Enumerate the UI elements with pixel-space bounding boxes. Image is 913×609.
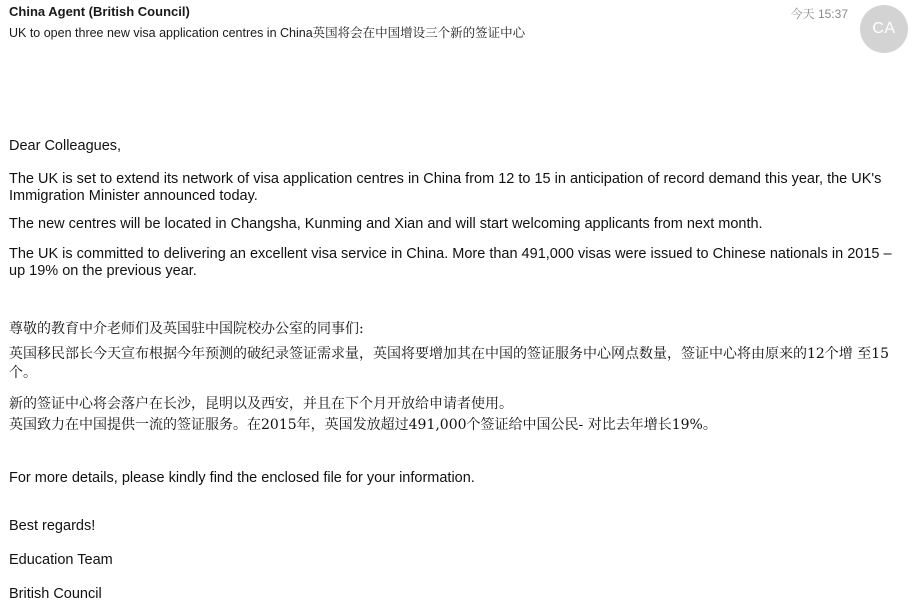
email-subject: UK to open three new visa application centres in China英国将会在中国增设三个新的签证中心 [9, 26, 526, 40]
paragraph-cn-3: 英国致力在中国提供一流的签证服务。在2015年，英国发放超过491,000个签证给中国公民- 对比去年增长19%。 [9, 417, 717, 433]
email-timestamp: 今天 15:37 [790, 7, 848, 21]
details-line: For more details, please kindly find the enclosed file for your information. [9, 470, 475, 486]
greeting-cn: 尊敬的教育中介老师们及英国驻中国院校办公室的同事们: [9, 321, 364, 337]
greeting-en: Dear Colleagues, [9, 138, 122, 154]
signature-org: British Council [9, 586, 102, 602]
sender-name[interactable]: China Agent (British Council) [9, 4, 190, 19]
paragraph-en-3: The UK is committed to delivering an excellent visa service in China. More than 491,000 visas were issued to Chinese nationals in 2015 – up 19% on the previous year. [9, 246, 892, 279]
paragraph-en-2: The new centres will be located in Changsha, Kunming and Xian and will start welcoming applicants from next month. [9, 216, 763, 232]
sender-avatar[interactable]: CA [860, 5, 908, 53]
paragraph-cn-1: 英国移民部长今天宣布根据今年预测的破纪录签证需求量，英国将要增加其在中国的签证服务中心网点数量，签证中心将由原来的12个增 至15个。 [9, 346, 890, 381]
email-header [0, 0, 913, 56]
paragraph-en-1: The UK is set to extend its network of visa application centres in China from 12 to 15 in anticipation of record demand this year, the UK's Immigration Minister announced today. [9, 171, 882, 204]
closing-line: Best regards! [9, 518, 96, 534]
paragraph-cn-2: 新的签证中心将会落户在长沙，昆明以及西安，并且在下个月开放给申请者使用。 [9, 396, 513, 412]
signature-team: Education Team [9, 552, 113, 568]
